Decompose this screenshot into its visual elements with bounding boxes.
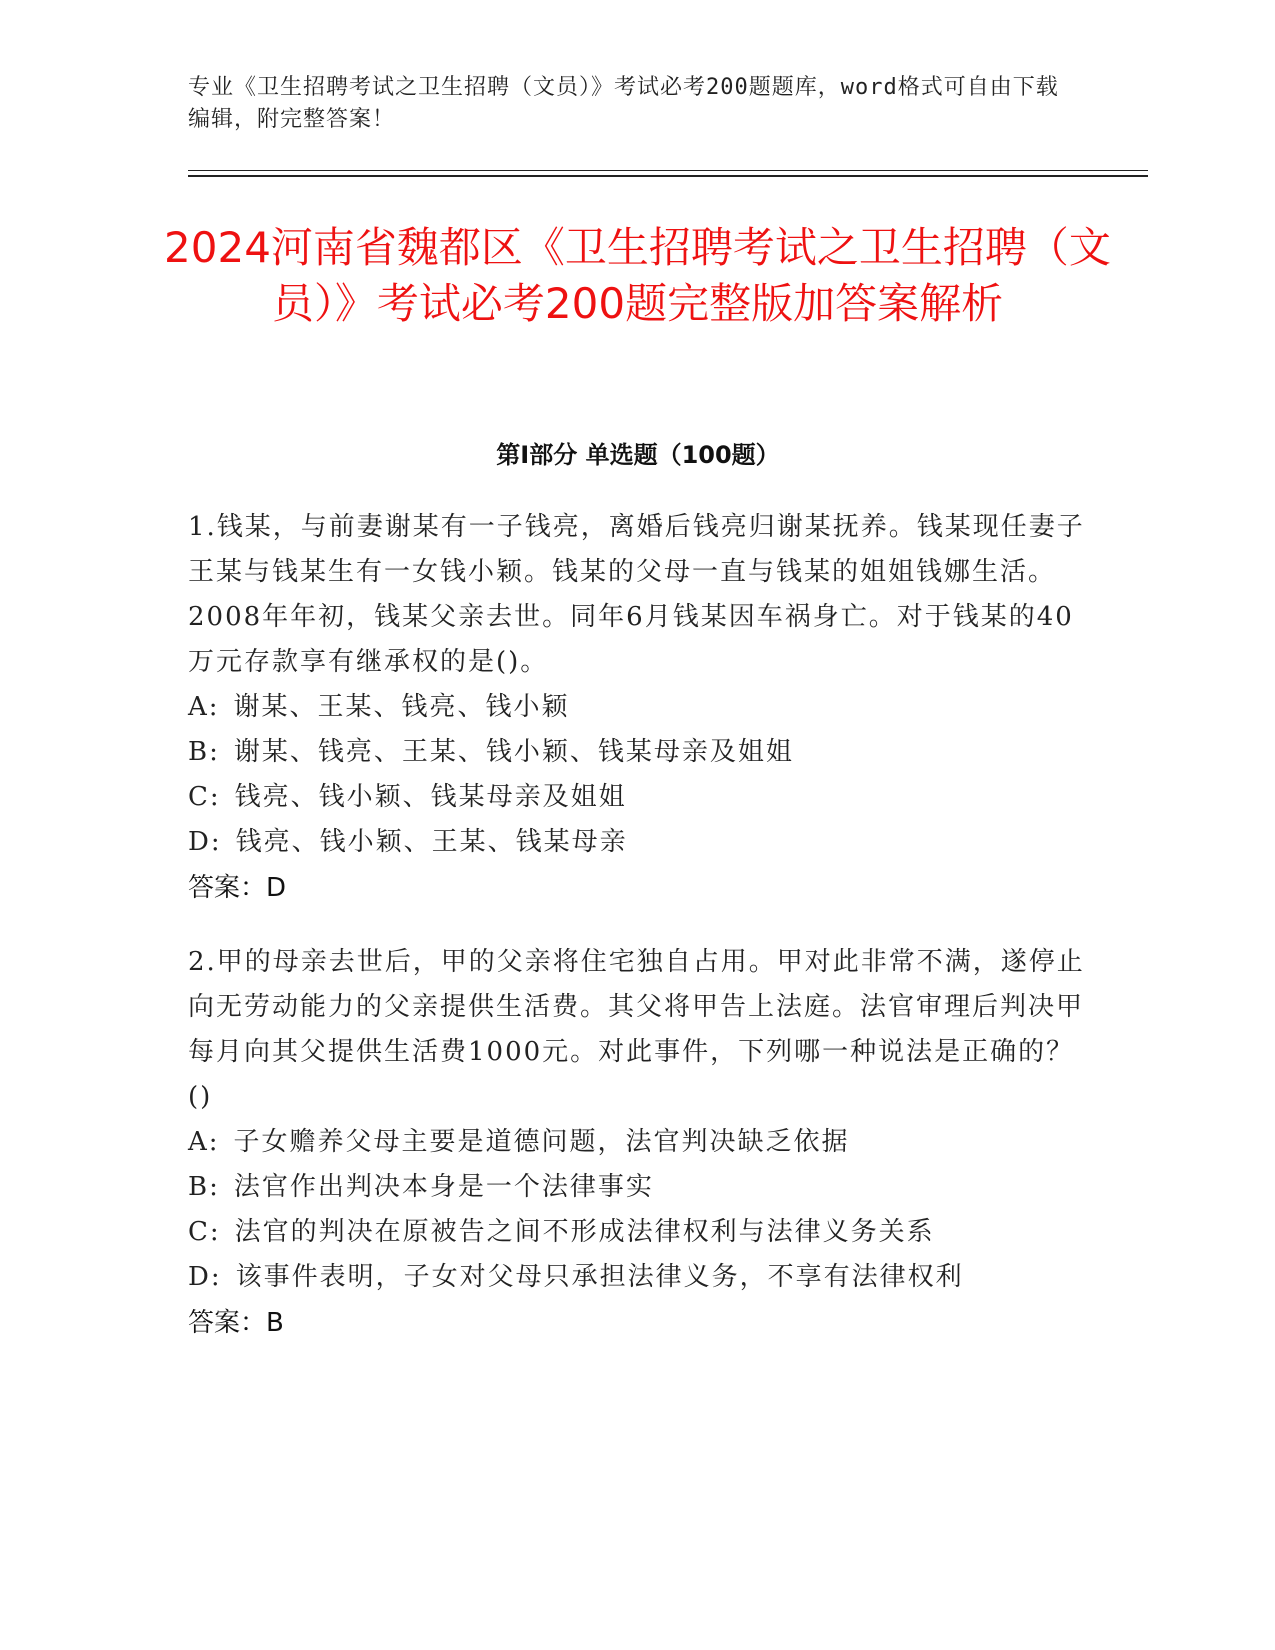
header-rule-thin <box>188 170 1148 171</box>
document-title: 2024河南省魏都区《卫生招聘考试之卫生招聘（文员）》考试必考200题完整版加答案解析 <box>164 223 1111 328</box>
option-text: 法官作出判决本身是一个法律事实 <box>233 1172 654 1202</box>
question-2 <box>188 940 1088 1346</box>
option-key: A: <box>188 692 220 722</box>
option-key: B: <box>188 737 220 767</box>
option-a <box>188 685 1088 730</box>
option-d <box>188 820 1088 865</box>
option-c <box>188 1210 1088 1255</box>
option-text: 钱亮、钱小颖、王某、钱某母亲 <box>235 827 628 857</box>
header-note: 专业《卫生招聘考试之卫生招聘（文员）》考试必考200题题库，word格式可自由下载编辑，附完整答案！ <box>188 75 1059 132</box>
option-b <box>188 1165 1088 1210</box>
option-key: D: <box>188 827 222 857</box>
option-text: 子女赡养父母主要是道德问题，法官判决缺乏依据 <box>233 1127 850 1157</box>
option-c <box>188 775 1088 820</box>
option-key: C: <box>188 1217 221 1247</box>
option-text: 钱亮、钱小颖、钱某母亲及姐姐 <box>234 782 627 812</box>
header-rule-thick <box>188 175 1148 177</box>
option-key: A: <box>188 1127 220 1157</box>
section-title: 第Ⅰ部分 单选题（100题） <box>496 441 780 469</box>
option-text: 谢某、钱亮、王某、钱小颖、钱某母亲及姐姐 <box>233 737 794 767</box>
question-1 <box>188 505 1088 911</box>
option-key: C: <box>188 782 221 812</box>
option-text: 谢某、王某、钱亮、钱小颖 <box>233 692 570 722</box>
option-key: D: <box>188 1262 222 1292</box>
option-a <box>188 1120 1088 1165</box>
answer-line: 答案：D <box>188 873 287 903</box>
option-text: 法官的判决在原被告之间不形成法律权利与法律义务关系 <box>234 1217 935 1247</box>
answer-line: 答案：B <box>188 1308 284 1338</box>
question-stem: 1.钱某，与前妻谢某有一子钱亮，离婚后钱亮归谢某抚养。钱某现任妻子王某与钱某生有一女钱小颖。钱某的父母一直与钱某的姐姐钱娜生活。2008年年初，钱某父亲去世。同年6月钱某因车祸身亡。对于钱某的40万元存款享有继承权的是()。 <box>188 512 1085 677</box>
option-text: 该事件表明，子女对父母只承担法律义务，不享有法律权利 <box>235 1262 964 1292</box>
option-key: B: <box>188 1172 220 1202</box>
option-b <box>188 730 1088 775</box>
question-stem: 2.甲的母亲去世后，甲的父亲将住宅独自占用。甲对此非常不满，遂停止向无劳动能力的父亲提供生活费。其父将甲告上法庭。法官审理后判决甲每月向其父提供生活费1000元。对此事件，下列哪一种说法是正确的？() <box>188 947 1085 1112</box>
option-d <box>188 1255 1088 1300</box>
